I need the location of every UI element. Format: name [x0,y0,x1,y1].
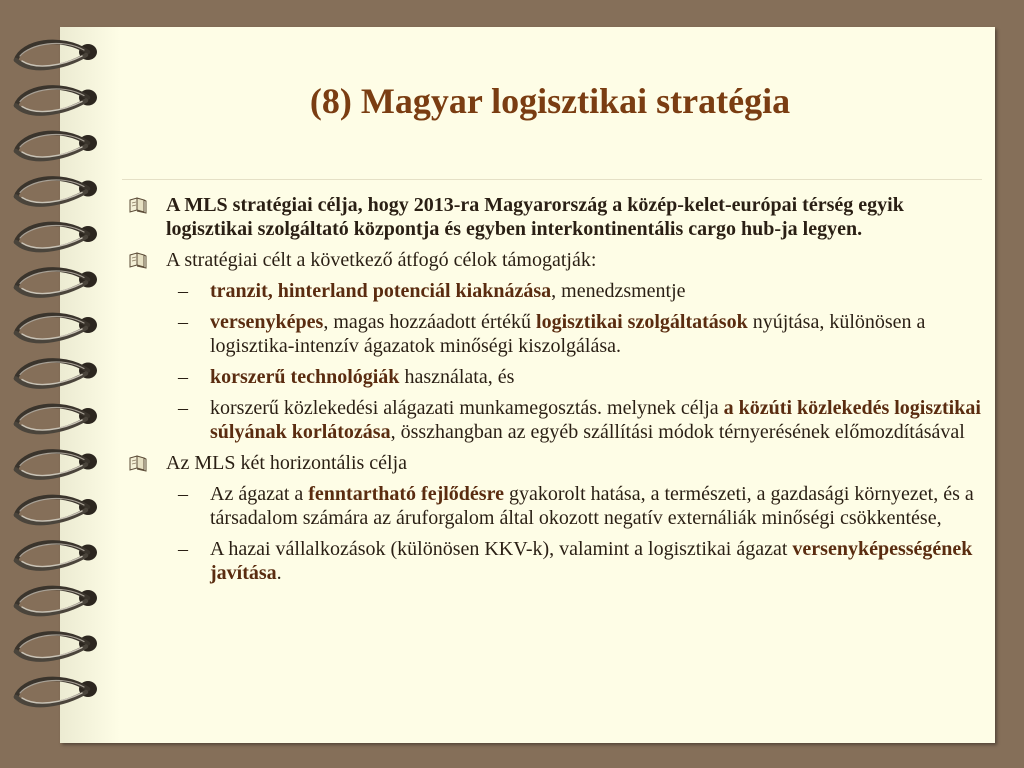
sub-bullet-item [128,365,984,389]
bullet-text [210,366,514,388]
bold-segment: korszerű technológiák [210,366,400,388]
bullet-text [210,280,686,302]
bold-segment: fenntartható fejlődésre [308,483,504,505]
text-segment: , menedzsmentje [551,280,686,302]
bullet-text [210,538,972,584]
slide-body [128,193,984,592]
open-book-icon [128,454,148,472]
bold-segment: versenyképes [210,311,324,333]
text-segment: , magas hozzáadott értékű [323,311,537,333]
text-segment: nyújtása, különösen a logisztika-intenzív ágazatok minőségi kiszolgálása. [210,311,926,357]
binding-ring [16,133,97,159]
sub-bullet-item [128,396,984,444]
binding-ring [16,406,97,432]
dash-marker: – [178,311,188,333]
binding-ring [16,497,97,523]
bullet-text [166,249,596,271]
dash-marker: – [178,538,188,560]
bullet-item [128,248,984,272]
text-segment: Az MLS két horizontális célja [166,452,408,474]
dash-marker: – [178,397,188,419]
binding-ring [16,360,97,386]
bullet-text [210,483,974,529]
text-segment: . [276,562,282,584]
text-segment: Az ágazat a [210,483,309,505]
binding-ring [16,315,97,341]
text-segment: gyakorolt hatása, a természeti, a gazdasági környezet, és a társadalom számára az áruforgalom által okozott negatív externáliák minőségi csökkentése, [210,483,974,529]
binding-ring [16,224,97,250]
bullet-text [210,397,981,443]
binding-ring [16,87,97,113]
bullet-item [128,451,984,475]
open-book-icon [128,196,148,214]
bullet-text [166,194,904,240]
binding-ring [16,633,97,659]
sub-bullet-item [128,537,984,585]
bullet-text [166,452,407,474]
binding-ring [16,679,97,705]
bold-segment: a közúti közlekedés logisztikai súlyának korlátozása [210,397,981,443]
bullet-text [210,311,925,357]
bold-segment: logisztikai szolgáltatások [536,311,748,333]
dash-marker: – [178,280,188,302]
binding-ring [16,178,97,204]
text-segment: használata, és [399,366,515,388]
bullet-item [128,193,984,241]
binding-ring [16,451,97,477]
bold-segment: versenyképességének javítása [210,538,973,584]
text-segment: korszerű közlekedési alágazati munkamegosztás. melynek célja [210,397,724,419]
binding-ring [16,42,97,68]
sub-bullet-item [128,279,984,303]
bold-segment: A MLS stratégiai célja, hogy 2013-ra Magyarország a közép-kelet-európai térség egyik logisztikai szolgáltató központja és egyben interkontinentális cargo hub-ja legyen. [166,194,904,240]
open-book-icon [128,251,148,269]
sub-bullet-item [128,310,984,358]
bold-segment: tranzit, hinterland potenciál kiaknázása [210,280,552,302]
text-segment: A hazai vállalkozások (különösen KKV-k), valamint a logisztikai ágazat [210,538,793,560]
binding-ring [16,542,97,568]
text-segment: , összhangban az egyéb szállítási módok térnyerésének előmozdításával [390,421,965,443]
binding-ring [16,588,97,614]
binding-ring [16,269,97,295]
dash-marker: – [178,366,188,388]
sub-bullet-item [128,482,984,530]
dash-marker: – [178,483,188,505]
slide-title: (8) Magyar logisztikai stratégia [309,81,791,121]
text-segment: A stratégiai célt a következő átfogó célok támogatják: [166,249,597,271]
spiral-binding [0,0,110,768]
title-divider [122,179,982,180]
